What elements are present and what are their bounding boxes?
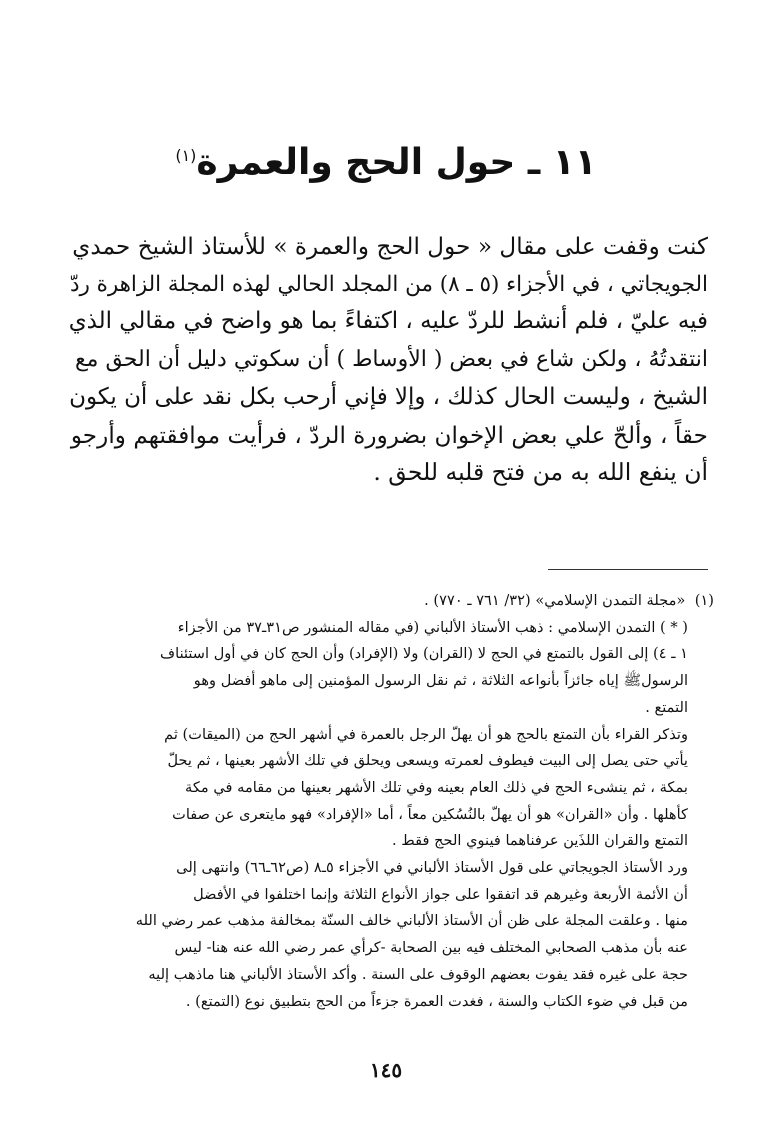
footnote-line: من قبل في ضوء الكتاب والسنة ، فغدت العمرة جزءاً من الحج بتطبيق نوع (التمتع) . xyxy=(185,992,688,1010)
footnote-separator xyxy=(548,569,708,570)
body-line: انتقدتُهُ ، ولكن شاع في بعض ( الأوساط ) أن سكوتي دليل أن الحق مع xyxy=(74,347,708,373)
chapter-title-text: ١١ ـ حول الحج والعمرة xyxy=(196,142,597,184)
body-line: الشيخ ، وليست الحال كذلك ، وإلا فإني أرحب بكل نقد على أن يكون xyxy=(69,383,708,410)
footnote-line: بمكة ، ثم ينشىء الحج في ذلك العام بعينه وفي تلك الأشهر بعينها من مقامه في مكة xyxy=(185,778,688,796)
footnote-line: التمتع والقران اللذَين عرفناهما فينوي الحج فقط . xyxy=(391,832,688,850)
body-line: كنت وقفت على مقال « حول الحج والعمرة » للأستاذ الشيخ حمدي xyxy=(72,233,708,260)
footnote-line: كأهلها . وأن «القران» هو أن يهلّ بالنُسُكين معاً ، أما «الإفراد» فهو مايتعرى عن صفات xyxy=(172,805,688,823)
footnote-line xyxy=(66,588,714,615)
body-line: الجويجاتي ، في الأجزاء (٥ ـ ٨) من المجلد الحالي لهذه المجلة الزاهرة ردّ xyxy=(69,271,708,297)
footnote-line: وتذكر القراء بأن التمتع بالحج هو أن يهلّ الرجل بالعمرة في أشهر الحج من (الميقات) ثم xyxy=(164,725,688,743)
footnote-line: عنه بأن مذهب الصحابي المختلف فيه بين الصحابة -كرأي عمر رضي الله عنه هنا- ليس xyxy=(174,939,688,957)
footnote-line: يأتي حتى يصل إلى البيت فيطوف لعمرته ويسعى ويحلق في تلك الأشهر بعينها ، ثم يحلّ xyxy=(167,752,688,770)
footnote-line: ( * ) التمدن الإسلامي : ذهب الأستاذ الألباني (في مقاله المنشور ص٣١ـ٣٧ من الأجزاء xyxy=(177,618,688,636)
body-line: فيه عليّ ، فلم أنشط للردّ عليه ، اكتفاءً بما هو واضح في مقالي الذي xyxy=(68,308,708,335)
footnote-line: أن الأئمة الأربعة وغيرهم قد اتفقوا على جواز الأنواع الثلاثة وإنما اختلفوا في الأفضل xyxy=(193,885,688,903)
footnote-line: منها . وعلقت المجلة على ظن أن الأستاذ الألباني خالف السنّة بمخالفة مذهب عمر رضي الله xyxy=(135,912,688,930)
body-line: أن ينفع الله به من فتح قلبه للحق . xyxy=(373,458,708,487)
footnotes-section xyxy=(66,588,714,1015)
body-paragraph xyxy=(68,228,708,492)
footnote-line: ورد الأستاذ الجويجاتي على قول الأستاذ الألباني في الأجزاء ٥ـ٨ (ص٦٢ـ٦٦) وانتهى إلى xyxy=(176,859,688,877)
page-number: ١٤٥ xyxy=(369,1058,403,1082)
title-footnote-marker: (١) xyxy=(175,146,197,166)
footnote-text: «مجلة التمدن الإسلامي» (٣٢/ ٧٦١ ـ ٧٧٠) . xyxy=(424,592,686,609)
body-line: حقاً ، وألحّ علي بعض الإخوان بضرورة الردّ ، فرأيت موافقتهم وأرجو xyxy=(70,421,708,449)
footnote-line: الرسولﷺ إياه جائزاً بأنواعه الثلاثة ، ثم نقل الرسول المؤمنين إلى ماهو أفضل وهو xyxy=(193,672,688,690)
footnote-number: (١) xyxy=(694,592,714,609)
chapter-title xyxy=(0,132,772,187)
footnote-line: ١ ـ ٤) إلى القول بالتمتع في الحج لا (القران) ولا (الإفراد) وأن الحج كان في أول استئناف xyxy=(160,645,688,663)
footnote-line: حجة على غيره فقد يفوت بعضهم الوقوف على السنة . وأكد الأستاذ الألباني هنا ماذهب إليه xyxy=(148,965,688,983)
footnote-line: التمتع . xyxy=(645,698,688,716)
